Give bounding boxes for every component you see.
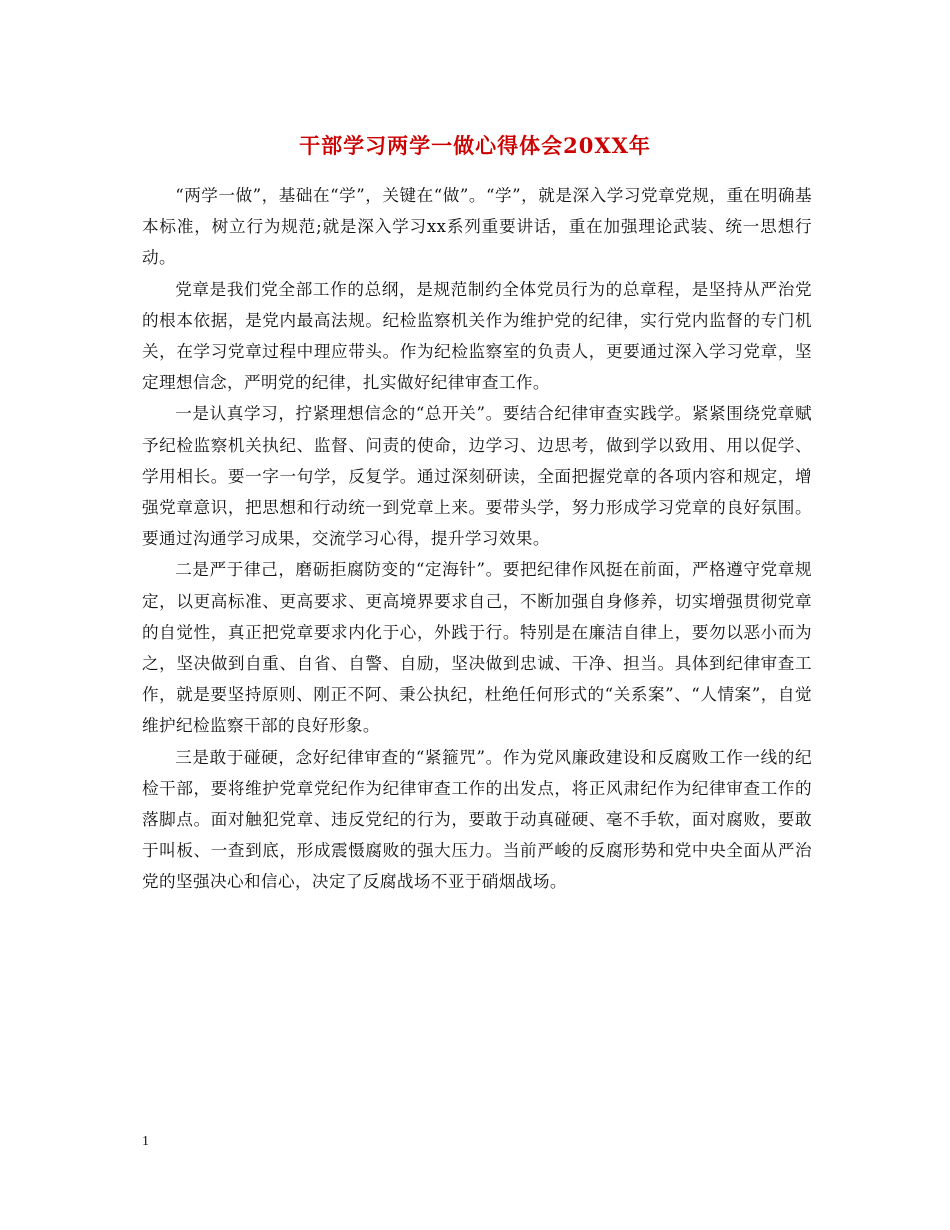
- paragraph-2: 党章是我们党全部工作的总纲，是规范制约全体党员行为的总章程，是坚持从严治党的根本依据，是党内最高法规。纪检监察机关作为维护党的纪律，实行党内监督的专门机关，在学习党章过程中理应带头。作为纪检监察室的负责人，更要通过深入学习党章，坚定理想信念，严明党的纪律，扎实做好纪律审查工作。: [142, 279, 812, 393]
- page-number: 1: [142, 1134, 149, 1149]
- paragraph-1: “两学一做”，基础在“学”，关键在“做”。“学”，就是深入学习党章党规，重在明确基本标准，树立行为规范;就是深入学习xx系列重要讲话，重在加强理论武装、统一思想行动。: [142, 186, 812, 268]
- document-body: [142, 180, 812, 898]
- paragraph-3: 一是认真学习，拧紧理想信念的“总开关”。要结合纪律审查实践学。紧紧围绕党章赋予纪检监察机关执纪、监督、问责的使命，边学习、边思考，做到学以致用、用以促学、学用相长。要一字一句学，反复学。通过深刻研读，全面把握党章的各项内容和规定，增强党章意识，把思想和行动统一到党章上来。要带头学，努力形成学习党章的良好氛围。要通过沟通学习成果，交流学习心得，提升学习效果。: [142, 404, 812, 549]
- paragraph-4: 二是严于律己，磨砺拒腐防变的“定海针”。要把纪律作风挺在前面，严格遵守党章规定，以更高标准、更高要求、更高境界要求自己，不断加强自身修养，切实增强贯彻党章的自觉性，真正把党章要求内化于心，外践于行。特别是在廉洁自律上，要勿以恶小而为之，坚决做到自重、自省、自警、自励，坚决做到忠诚、干净、担当。具体到纪律审查工作，就是要坚持原则、刚正不阿、秉公执纪，杜绝任何形式的“关系案”、“人情案”，自觉维护纪检监察干部的良好形象。: [142, 560, 812, 736]
- document-title: 干部学习两学一做心得体会20XX年: [299, 133, 651, 158]
- paragraph-5: 三是敢于碰硬，念好纪律审查的“紧箍咒”。作为党风廉政建设和反腐败工作一线的纪检干部，要将维护党章党纪作为纪律审查工作的出发点，将正风肃纪作为纪律审查工作的落脚点。面对触犯党章、违反党纪的行为，要敢于动真碰硬、毫不手软，面对腐败，要敢于叫板、一查到底，形成震慑腐败的强大压力。当前严峻的反腐形势和党中央全面从严治党的坚强决心和信心，决定了反腐战场不亚于硝烟战场。: [142, 747, 812, 892]
